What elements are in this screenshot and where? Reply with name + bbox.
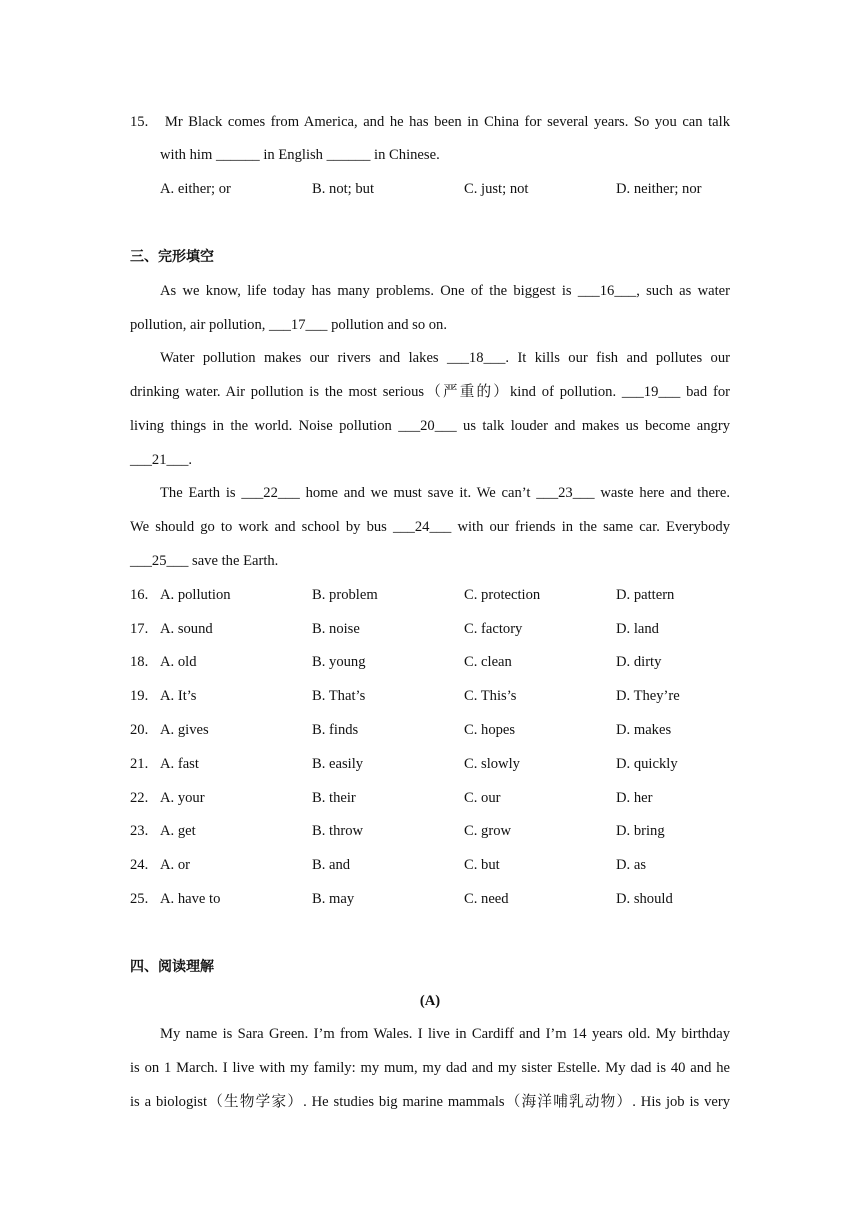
option-c: C. protection [464, 587, 541, 603]
option-a: A. get [160, 823, 196, 839]
question-number: 18. [130, 654, 149, 670]
option-c: C. hopes [464, 722, 516, 738]
question-number: 20. [130, 722, 149, 738]
cloze-line-5: living things in the world. Noise pollution ___20___ us talk louder and makes us become angry [130, 418, 730, 434]
cloze-line-1: As we know, life today has many problems. One of the biggest is ___16___, such as water [160, 283, 730, 299]
question-16 [130, 586, 730, 604]
cloze-line-3: Water pollution makes our rivers and lakes ___18___. It kills our fish and pollutes our [160, 350, 730, 366]
option-b: B. their [312, 790, 356, 806]
question-number: 19. [130, 688, 149, 704]
option-a: A. either; or [160, 181, 231, 197]
option-b: B. may [312, 891, 355, 907]
option-c: C. This’s [464, 688, 517, 704]
cloze-line-7: The Earth is ___22___ home and we must save it. We can’t ___23___ waste here and there. [160, 485, 730, 501]
option-d: D. dirty [616, 654, 662, 670]
option-c: C. clean [464, 654, 512, 670]
option-a: A. gives [160, 722, 209, 738]
question-number: 21. [130, 756, 149, 772]
question-20 [130, 721, 730, 739]
option-b: B. not; but [312, 181, 375, 197]
option-b: B. throw [312, 823, 364, 839]
option-c: C. need [464, 891, 509, 907]
question-19 [130, 687, 730, 705]
option-c: C. slowly [464, 756, 520, 772]
question-15-options [130, 180, 730, 198]
option-d: D. as [616, 857, 646, 873]
option-b: B. and [312, 857, 351, 873]
question-17 [130, 620, 730, 638]
reading-line-3: is a biologist（生物学家）. He studies big marine mammals（海洋哺乳动物）. His job is very [130, 1094, 730, 1110]
question-number: 16. [130, 587, 149, 603]
option-d: D. makes [616, 722, 672, 738]
option-b: B. noise [312, 621, 360, 637]
question-23 [130, 822, 730, 840]
option-d: D. should [616, 891, 673, 907]
option-a: A. pollution [160, 587, 231, 603]
question-15 [130, 113, 730, 131]
option-b: B. That’s [312, 688, 366, 704]
question-number: 22. [130, 790, 149, 806]
question-number: 25. [130, 891, 149, 907]
option-d: D. neither; nor [616, 181, 702, 197]
cloze-line-8: We should go to work and school by bus ___24___ with our friends in the same car. Everybody [130, 519, 730, 535]
question-18 [130, 653, 730, 671]
option-a: A. your [160, 790, 205, 806]
question-number: 23. [130, 823, 149, 839]
option-a: A. It’s [160, 688, 197, 704]
reading-line-1: My name is Sara Green. I’m from Wales. I live in Cardiff and I’m 14 years old. My birthday [160, 1026, 730, 1042]
section-heading-reading: 四、阅读理解 [130, 959, 214, 975]
question-22 [130, 789, 730, 807]
option-b: B. young [312, 654, 366, 670]
question-text: Mr Black comes from America, and he has been in China for several years. So you can talk [164, 114, 730, 130]
option-d: D. land [616, 621, 659, 637]
option-c: C. our [464, 790, 501, 806]
question-number: 24. [130, 857, 149, 873]
option-d: D. bring [616, 823, 665, 839]
option-d: D. quickly [616, 756, 678, 772]
option-b: B. easily [312, 756, 364, 772]
question-21 [130, 755, 730, 773]
section-heading-cloze: 三、完形填空 [130, 249, 214, 265]
option-a: A. fast [160, 756, 199, 772]
option-a: A. old [160, 654, 197, 670]
question-24 [130, 856, 730, 874]
option-c: C. just; not [464, 181, 529, 197]
cloze-line-6: ___21___. [130, 452, 193, 468]
option-a: A. or [160, 857, 190, 873]
option-c: C. grow [464, 823, 512, 839]
question-number: 15. [130, 114, 149, 130]
option-c: C. but [464, 857, 500, 873]
option-b: B. problem [312, 587, 378, 603]
option-b: B. finds [312, 722, 359, 738]
question-15-continuation: with him ______ in English ______ in Chinese. [160, 147, 440, 163]
cloze-line-4: drinking water. Air pollution is the most serious（严重的）kind of pollution. ___19___ bad for [130, 384, 730, 400]
option-d: D. They’re [616, 688, 680, 704]
cloze-line-2: pollution, air pollution, ___17___ pollution and so on. [130, 317, 448, 333]
question-number: 17. [130, 621, 149, 637]
option-a: A. have to [160, 891, 221, 907]
option-a: A. sound [160, 621, 213, 637]
question-25 [130, 890, 730, 908]
option-d: D. pattern [616, 587, 675, 603]
option-c: C. factory [464, 621, 523, 637]
option-d: D. her [616, 790, 653, 806]
cloze-line-9: ___25___ save the Earth. [130, 553, 279, 569]
passage-label: (A) [419, 993, 441, 1009]
reading-line-2: is on 1 March. I live with my family: my mum, my dad and my sister Estelle. My dad is 40 and he [130, 1060, 730, 1076]
